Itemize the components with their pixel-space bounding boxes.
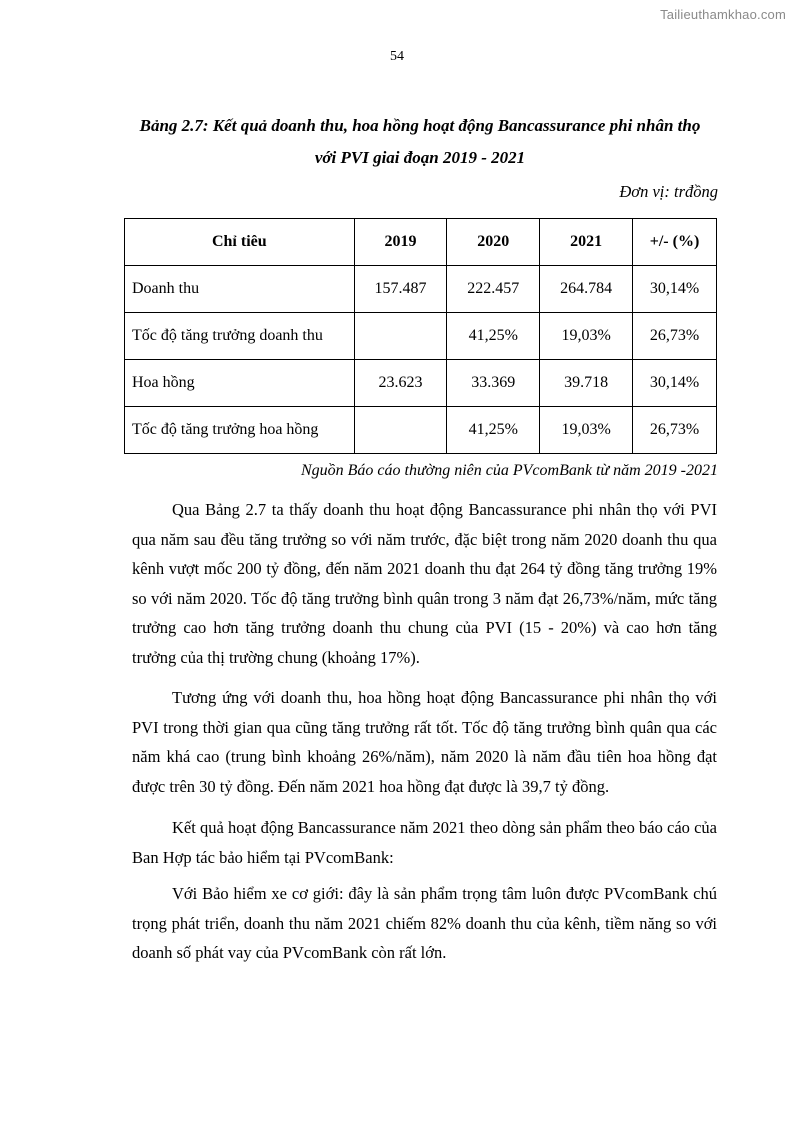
header-2019: 2019 xyxy=(354,219,447,266)
row-label: Doanh thu xyxy=(125,266,355,313)
paragraph-motor-insurance: Với Bảo hiểm xe cơ giới: đây là sản phẩm trọng tâm luôn được PVcomBank chú trọng phát triển, doanh thu năm 2021 chiếm 82% doanh thu của kênh, tiềm năng so với doanh số phát vay của PVcomBank còn rất lớn. xyxy=(132,884,717,962)
cell-change: 30,14% xyxy=(633,266,717,313)
table-row xyxy=(125,407,717,454)
row-label: Hoa hồng xyxy=(125,360,355,407)
cell-2021: 19,03% xyxy=(540,313,633,360)
cell-2019: 23.623 xyxy=(354,360,447,407)
cell-change: 26,73% xyxy=(633,313,717,360)
cell-change: 30,14% xyxy=(633,360,717,407)
table-title-line-1: Bảng 2.7: Kết quả doanh thu, hoa hồng hoạt động Bancassurance phi nhân thọ xyxy=(139,116,701,135)
header-indicator: Chỉ tiêu xyxy=(125,219,355,266)
paragraph-commission-analysis: Tương ứng với doanh thu, hoa hồng hoạt động Bancassurance phi nhân thọ với PVI trong thời gian qua cũng tăng trưởng rất tốt. Tốc độ tăng trưởng bình quân qua các năm khá cao (trung bình khoảng 26%/năm), năm 2020 là năm đầu tiên hoa hồng đạt được trên 30 tỷ đồng. Đến năm 2021 hoa hồng đạt được là 39,7 tỷ đồng. xyxy=(132,688,717,796)
row-label: Tốc độ tăng trưởng doanh thu xyxy=(125,313,355,360)
table-row xyxy=(125,266,717,313)
watermark: Tailieuthamkhao.com xyxy=(660,7,786,22)
cell-2021: 264.784 xyxy=(540,266,633,313)
cell-2021: 39.718 xyxy=(540,360,633,407)
header-change: +/- (%) xyxy=(633,219,717,266)
cell-2020: 41,25% xyxy=(447,407,540,454)
header-2020: 2020 xyxy=(447,219,540,266)
table-title-line-2: với PVI giai đoạn 2019 - 2021 xyxy=(314,148,526,167)
cell-2019 xyxy=(354,407,447,454)
cell-2021: 19,03% xyxy=(540,407,633,454)
table-row xyxy=(125,360,717,407)
cell-change: 26,73% xyxy=(633,407,717,454)
paragraph-product-results-intro: Kết quả hoạt động Bancassurance năm 2021 theo dòng sản phẩm theo báo cáo của Ban Hợp tác bảo hiểm tại PVcomBank: xyxy=(132,818,717,867)
unit-label: Đơn vị: trđồng xyxy=(619,182,718,201)
page-number: 54 xyxy=(390,49,404,64)
header-2021: 2021 xyxy=(540,219,633,266)
paragraph-revenue-analysis: Qua Bảng 2.7 ta thấy doanh thu hoạt động Bancassurance phi nhân thọ với PVI qua năm sau đều tăng trưởng so với năm trước, đặc biệt trong năm 2020 doanh thu qua kênh vượt mốc 200 tỷ đồng, đến năm 2021 doanh thu đạt 264 tỷ đồng tăng trưởng 19% so với năm 2020. Tốc độ tăng trưởng bình quân trong 3 năm đạt 26,73%/năm, mức tăng trưởng cao hơn tăng trưởng doanh thu chung của PVI (15 - 20%) và cao hơn tăng trưởng của thị trường chung (khoảng 17%). xyxy=(132,500,717,667)
table-source-note: Nguồn Báo cáo thường niên của PVcomBank từ năm 2019 -2021 xyxy=(300,462,718,479)
cell-2020: 41,25% xyxy=(447,313,540,360)
cell-2020: 222.457 xyxy=(447,266,540,313)
results-table xyxy=(124,218,717,454)
table-title xyxy=(110,110,730,174)
cell-2020: 33.369 xyxy=(447,360,540,407)
table-row xyxy=(125,313,717,360)
table-header-row xyxy=(125,219,717,266)
row-label: Tốc độ tăng trưởng hoa hồng xyxy=(125,407,355,454)
cell-2019 xyxy=(354,313,447,360)
cell-2019: 157.487 xyxy=(354,266,447,313)
